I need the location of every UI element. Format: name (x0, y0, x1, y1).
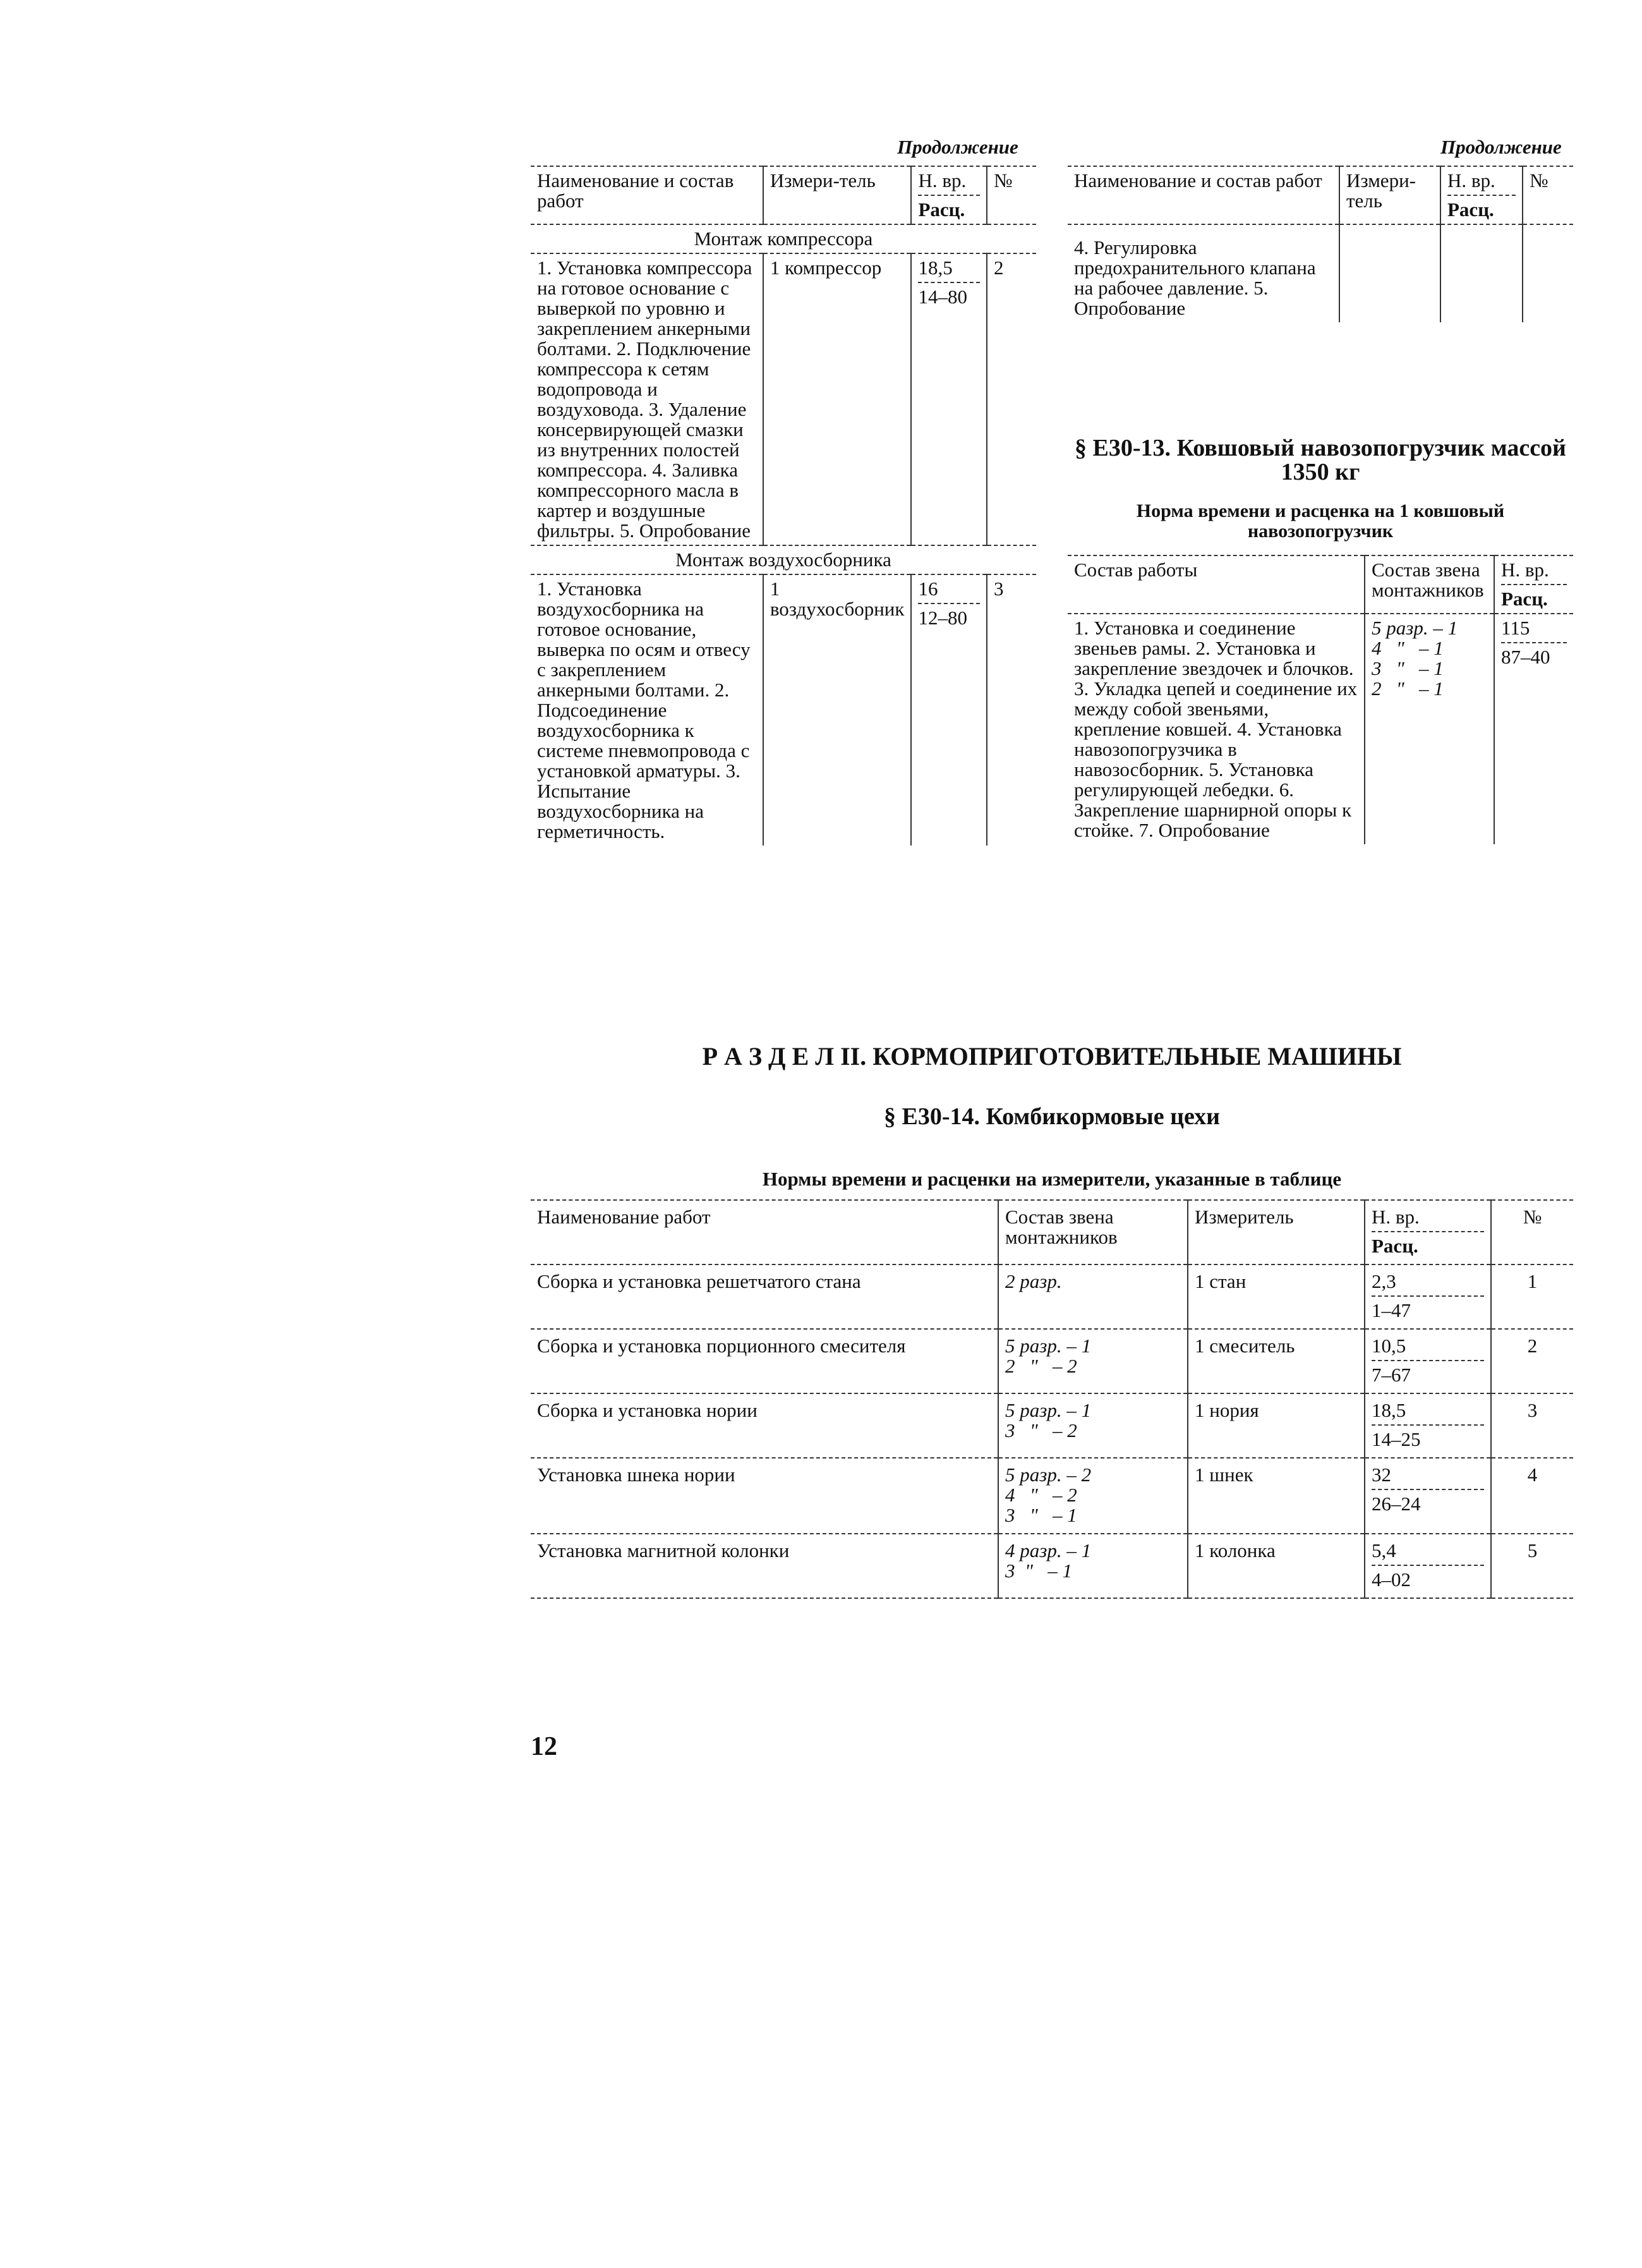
header-name: Наименование и состав работ (1068, 166, 1339, 224)
header-norm-rate: Н. вр. Расц. (1494, 555, 1573, 614)
row-norm: 2,3 1–47 (1365, 1264, 1491, 1329)
row-receiver-unit: 1 воздухосборник (763, 574, 912, 846)
table-row (531, 1458, 1573, 1534)
table-row (531, 1393, 1573, 1458)
header-work: Состав работы (1068, 555, 1365, 614)
main-table (531, 1199, 1573, 1599)
continuation-label-right: Продолжение (1440, 136, 1562, 158)
norm-title-e30-13: Норма времени и расценка на 1 ковшовый навозопогрузчик (1136, 500, 1505, 542)
row-num: 2 (1491, 1329, 1573, 1393)
section-compressor: Монтаж компрессора (531, 224, 1036, 253)
row-crew: 5 разр. – 1 2 " – 2 (998, 1329, 1188, 1393)
row-num: 3 (1491, 1393, 1573, 1458)
row-name: Сборка и установка решетчатого стана (531, 1264, 998, 1329)
row-loader-crew: 5 разр. – 1 4 " – 1 3 " – 1 2 " – 1 (1365, 614, 1494, 844)
row-name: Сборка и установка порционного смесителя (531, 1329, 998, 1393)
row-num: 1 (1491, 1264, 1573, 1329)
table-title: Нормы времени и расценки на измерители, указанные в таблице (762, 1168, 1342, 1190)
section-title: Р А З Д Е Л II. КОРМОПРИГОТОВИТЕЛЬНЫЕ МАШИНЫ (702, 1042, 1402, 1070)
row-norm: 10,5 7–67 (1365, 1329, 1491, 1393)
header-unit: Измеритель (1188, 1200, 1365, 1264)
row-crew: 5 разр. – 2 4 " – 2 3 " – 1 (998, 1458, 1188, 1534)
row-compressor-norm: 18,5 14–80 (911, 253, 987, 545)
header-name: Наименование и состав работ (531, 166, 763, 224)
row-compressor-unit: 1 компрессор (763, 253, 912, 545)
row-receiver-num: 3 (987, 574, 1036, 846)
header-num: № (1491, 1200, 1573, 1264)
left-table (531, 166, 1036, 846)
table-row (531, 1264, 1573, 1329)
row-crew: 4 разр. – 1 3 " – 1 (998, 1534, 1188, 1598)
header-num: № (987, 166, 1036, 224)
header-unit: Измери-тель (763, 166, 912, 224)
section-air-receiver: Монтаж воздухосборника (531, 545, 1036, 574)
paragraph-e30-14-title: § Е30-14. Комбикормовые цехи (883, 1103, 1221, 1130)
row-name: Установка шнека нории (531, 1458, 998, 1534)
header-num: № (1523, 166, 1573, 224)
row-norm: 32 26–24 (1365, 1458, 1491, 1534)
header-work-name: Наименование работ (531, 1200, 998, 1264)
header-unit: Измери-тель (1339, 166, 1440, 224)
row-compressor-text: 1. Установка компрессора на готовое основание с выверкой по уровню и закреплением анкерными болтами. 2. Подключение компрессора к сетям водопровода и воздуховода. 3. Удаление консервирующей смазки из внутренних полостей компрессора. 4. Заливка компрессорного масла в картер и воздушные фильтры. 5. Опробование (537, 257, 752, 542)
loader-table (1068, 555, 1573, 844)
header-crew: Состав звена монтажников (1365, 555, 1494, 614)
row-norm: 18,5 14–25 (1365, 1393, 1491, 1458)
row-compressor-num: 2 (987, 253, 1036, 545)
row-unit: 1 шнек (1188, 1458, 1365, 1534)
row-receiver-text: 1. Установка воздухосборника на готовое основание, выверка по осям и отвесу с закреплением анкерными болтами. 2. Подсоединение воздухосборника к системе пневмопровода с установкой арматуры. 3. Испытание воздухосборника на герметичность. (537, 578, 751, 842)
row-name: Установка магнитной колонки (531, 1534, 998, 1598)
row-norm: 5,4 4–02 (1365, 1534, 1491, 1598)
row-unit: 1 колонка (1188, 1534, 1365, 1598)
row-crew: 5 разр. – 1 3 " – 2 (998, 1393, 1188, 1458)
page-number: 12 (531, 1732, 557, 1761)
row-num: 4 (1491, 1458, 1573, 1534)
paragraph-e30-13-title: § Е30-13. Ковшовый навозопогрузчик массой 1350 кг (1075, 435, 1566, 485)
row-receiver-norm: 16 12–80 (911, 574, 987, 846)
row-unit: 1 смеситель (1188, 1329, 1365, 1393)
header-norm-rate: Н. вр. Расц. (1365, 1200, 1491, 1264)
continuation-label-left: Продолжение (897, 136, 1018, 158)
row-loader-norm: 115 87–40 (1494, 614, 1573, 844)
row-crew: 2 разр. (998, 1264, 1188, 1329)
right-table-continuation (1068, 166, 1573, 322)
row-unit: 1 стан (1188, 1264, 1365, 1329)
row-unit: 1 нория (1188, 1393, 1365, 1458)
row-num: 5 (1491, 1534, 1573, 1598)
row-valve-text: 4. Регулировка предохранительного клапана на рабочее давление. 5. Опробование (1074, 236, 1316, 319)
header-norm-rate: Н. вр. Расц. (1440, 166, 1523, 224)
table-row (531, 1329, 1573, 1393)
header-crew: Состав звена монтажников (998, 1200, 1188, 1264)
row-loader-text: 1. Установка и соединение звеньев рамы. 2. Установка и закрепление звездочек и блочков. 3. Укладка цепей и соединение их между собой звеньями, крепление ковшей. 4. Установка навозопогрузчика в навозосборник. 5. Установка регулирующей лебедки. 6. Закрепление шарнирной опоры к стойке. 7. Опробование (1074, 617, 1358, 841)
row-name: Сборка и установка нории (531, 1393, 998, 1458)
header-norm-rate: Н. вр. Расц. (911, 166, 987, 224)
table-row (531, 1534, 1573, 1598)
